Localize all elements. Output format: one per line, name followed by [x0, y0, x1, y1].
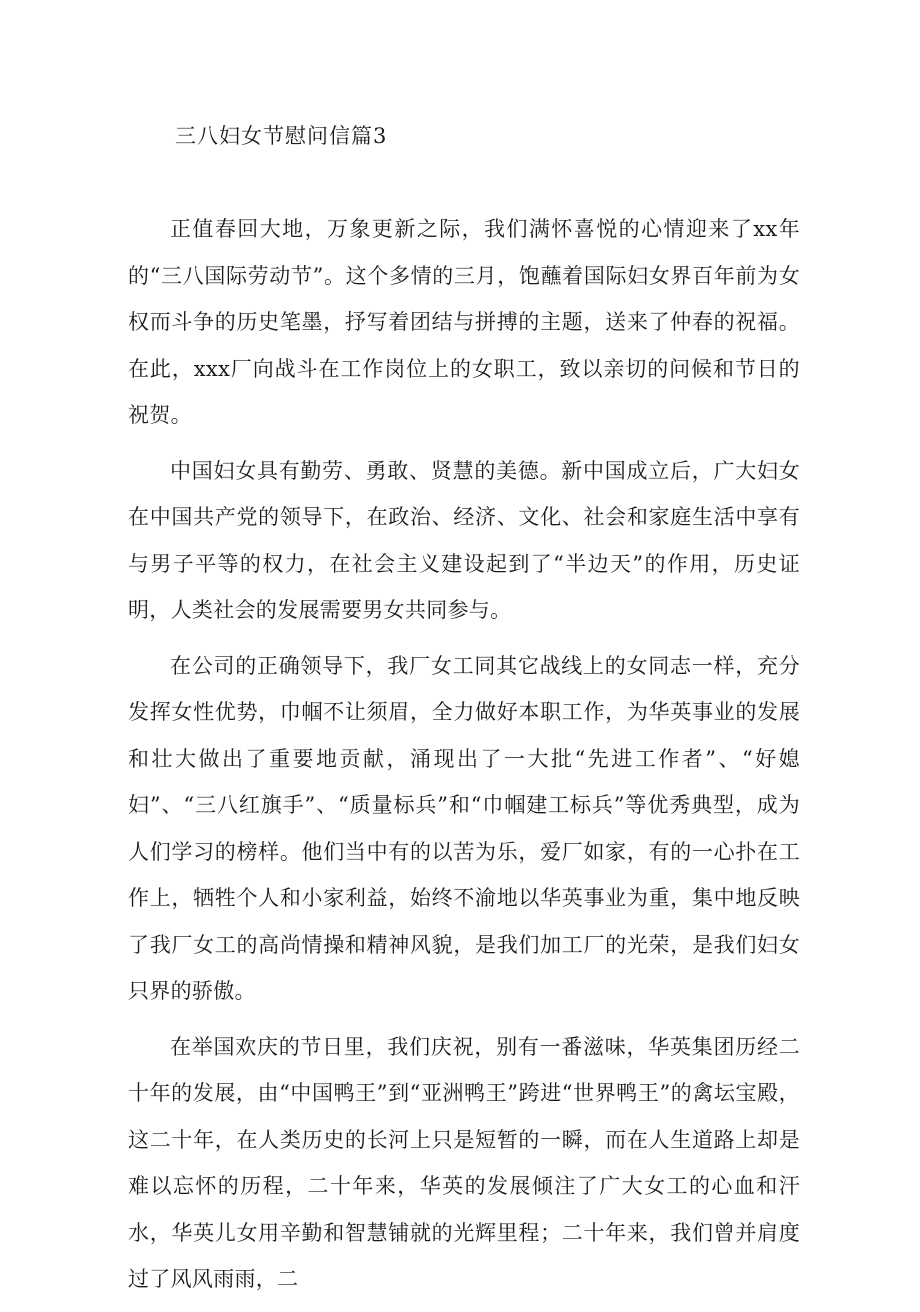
paragraph-3: 在公司的正确领导下，我厂女工同其它战线上的女同志一样，充分发挥女性优势，巾帼不让须眉，全力做好本职工作，为华英事业的发展和壮大做出了重要地贡献，涌现出了一大批“先进工作者”、“好媳妇”、“三八红旗手”、“质量标兵”和“巾帼建工标兵”等优秀典型，成为人们学习的榜样。他们当中有的以苦为乐，爱厂如家，有的一心扑在工作上，牺牲个人和小家利益，始终不渝地以华英事业为重，集中地反映了我厂女工的高尚情操和精神风貌，是我们加工厂的光荣，是我们妇女只界的骄傲。: [128, 653, 800, 1003]
document-title: 三八妇女节慰问信篇3: [175, 124, 388, 148]
paragraph-1: 正值春回大地，万象更新之际，我们满怀喜悦的心情迎来了xx年的“三八国际劳动节”。这个多情的三月，饱蘸着国际妇女界百年前为女权而斗争的历史笔墨，抒写着团结与拼搏的主题，送来了仲春的祝福。在此，xxx厂向战斗在工作岗位上的女职工，致以亲切的问候和节日的祝贺。: [128, 217, 800, 427]
document-body: [128, 206, 800, 1312]
paragraph-4: 在举国欢庆的节日里，我们庆祝，别有一番滋味，华英集团历经二十年的发展，由“中国鸭王”到“亚洲鸭王”跨进“世界鸭王”的禽坛宝殿，这二十年，在人类历史的长河上只是短暂的一瞬，而在人生道路上却是难以忘怀的历程，二十年来，华英的发展倾注了广大女工的心血和汗水，华英儿女用辛勤和智慧铺就的光辉里程；二十年来，我们曾并肩度过了风风雨雨，二: [128, 1034, 800, 1291]
paragraph-2: 中国妇女具有勤劳、勇敢、贤慧的美德。新中国成立后，广大妇女在中国共产党的领导下，在政治、经济、文化、社会和家庭生活中享有与男子平等的权力，在社会主义建设起到了“半边天”的作用，历史证明，人类社会的发展需要男女共同参与。: [128, 458, 800, 622]
